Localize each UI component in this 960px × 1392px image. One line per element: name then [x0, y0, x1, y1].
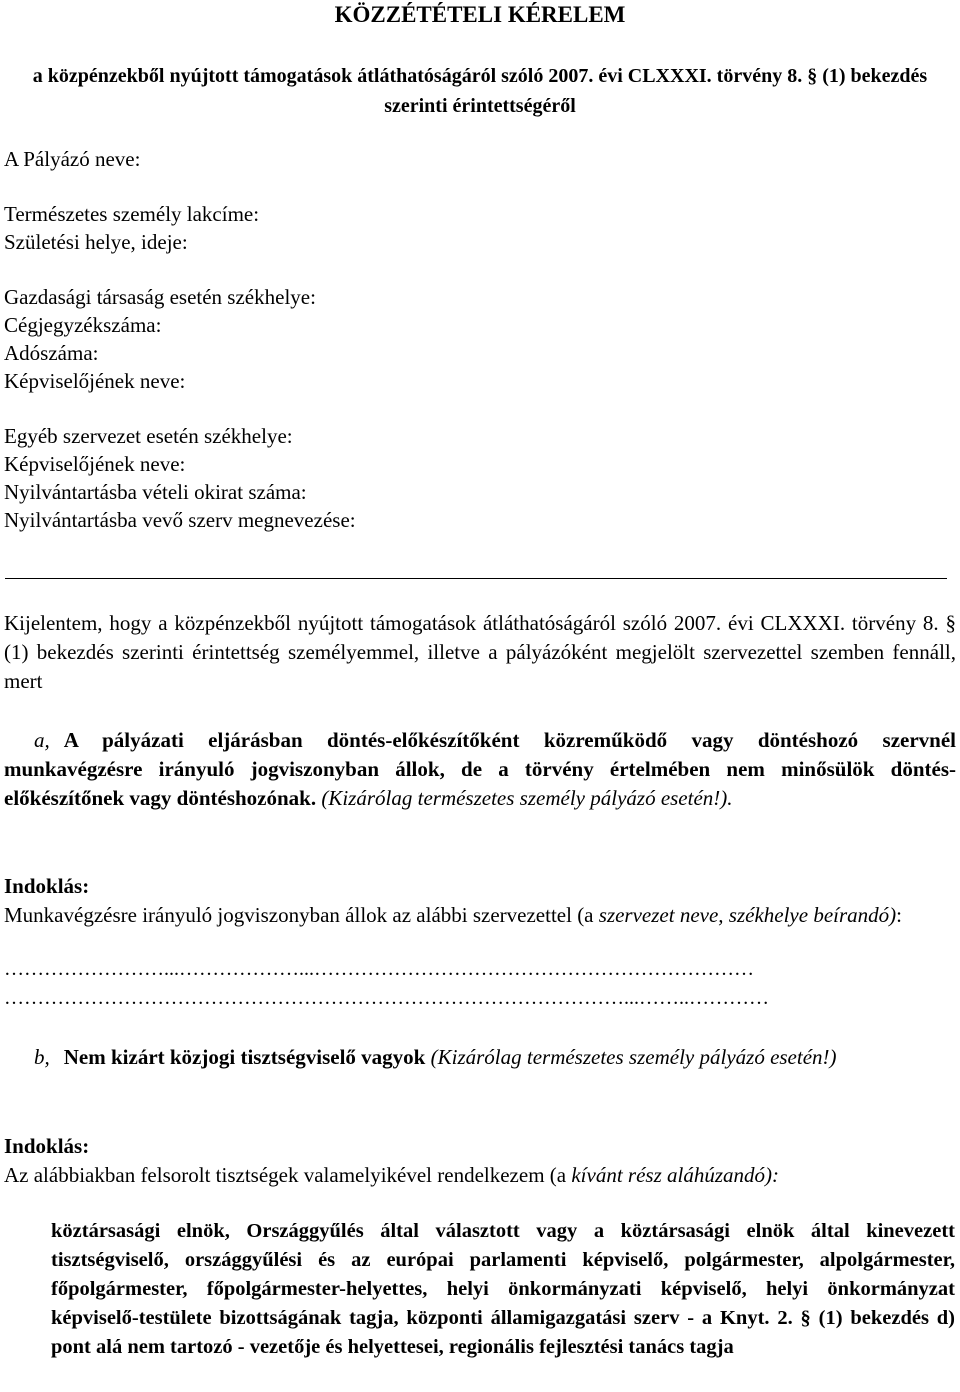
field-company-representative: Képviselőjének neve: — [4, 369, 186, 393]
offices-list: köztársasági elnök, Országgyűlés által választott vagy a köztársasági elnök által kinevezett tisztségviselő, országgyűlési és az európai parlamenti képviselő, polgármester, alpolgármester, főpolgármester, főpolgármester-helyettes, helyi önkormányzati képviselő, helyi önkormányzat képviselő-testülete bizottságának tagja, központi államigazgatási szerv - a Knyt. 2. § (1) bekezdés d) pont alá nem tartozó - vezetője és helyettesei, regionális fejlesztési tanács tagja — [51, 1220, 955, 1358]
section-a-note: (Kizárólag természetes személy pályázó esetén!). — [321, 786, 733, 810]
field-company-reg-number: Cégjegyzékszáma: — [4, 313, 162, 337]
declaration-paragraph: Kijelentem, hogy a közpénzekből nyújtott támogatások átláthatóságáról szóló 2007. évi CLXXXI. törvény 8. § (1) bekezdés szerinti érintettség személyemmel, illetve a pályázóként megjelölt szervezettel szemben fennáll, mert — [4, 611, 956, 693]
justification-b-text: Az alábbiakban felsorolt tisztségek valamelyikével rendelkezem (a — [4, 1163, 567, 1187]
justification-b-label: Indoklás: — [4, 1134, 90, 1158]
justification-a-colon: : — [896, 903, 902, 927]
field-other-org-representative: Képviselőjének neve: — [4, 452, 186, 476]
fill-in-line: …………………………………………………………………………………...……..………… — [4, 987, 769, 1009]
section-b-letter: b, — [34, 1045, 50, 1069]
section-b-note: (Kizárólag természetes személy pályázó esetén!) — [430, 1045, 837, 1069]
field-applicant-name: A Pályázó neve: — [4, 147, 141, 171]
justification-a-instruction: szervezet neve, székhelye beírandó) — [598, 903, 897, 927]
field-other-org-seat: Egyéb szervezet esetén székhelye: — [4, 424, 293, 448]
justification-b — [4, 1132, 956, 1190]
fill-in-line: ……………………...………………...………………………………………………………… — [4, 958, 754, 980]
section-a — [4, 726, 956, 813]
justification-a-label: Indoklás: — [4, 874, 90, 898]
fill-in-lines — [4, 955, 956, 1013]
document-title: KÖZZÉTÉTELI KÉRELEM — [334, 2, 626, 27]
section-a-statement: A pályázati eljárásban döntés-előkészítőként közreműködő vagy döntéshozó szervnél munkavégzésre irányuló jogviszonyban állok, de a törvény értelmében nem minősülök döntés-előkészítőnek vagy döntéshozónak. — [4, 728, 956, 810]
section-b-statement: Nem kizárt közjogi tisztségviselő vagyok — [63, 1045, 426, 1069]
field-registration-document-number: Nyilvántartásba vételi okirat száma: — [4, 480, 307, 504]
field-registering-body-name: Nyilvántartásba vevő szerv megnevezése: — [4, 508, 356, 532]
document-subtitle: a közpénzekből nyújtott támogatások átláthatóságáról szóló 2007. évi CLXXXI. törvény 8. § (1) bekezdés szerinti érintettségéről — [32, 65, 928, 117]
section-a-letter: a, — [34, 728, 50, 752]
separator-line — [5, 578, 947, 579]
field-birth-place-date: Születési helye, ideje: — [4, 230, 188, 254]
justification-a-text: Munkavégzésre irányuló jogviszonyban állok az alábbi szervezettel (a — [4, 903, 594, 927]
justification-a — [4, 872, 956, 930]
field-tax-number: Adószáma: — [4, 341, 99, 365]
field-natural-person-address: Természetes személy lakcíme: — [4, 202, 260, 226]
field-company-seat: Gazdasági társaság esetén székhelye: — [4, 285, 316, 309]
applicant-fields — [4, 145, 944, 534]
section-b — [4, 1043, 956, 1072]
justification-b-instruction: kívánt rész aláhúzandó): — [571, 1163, 779, 1187]
